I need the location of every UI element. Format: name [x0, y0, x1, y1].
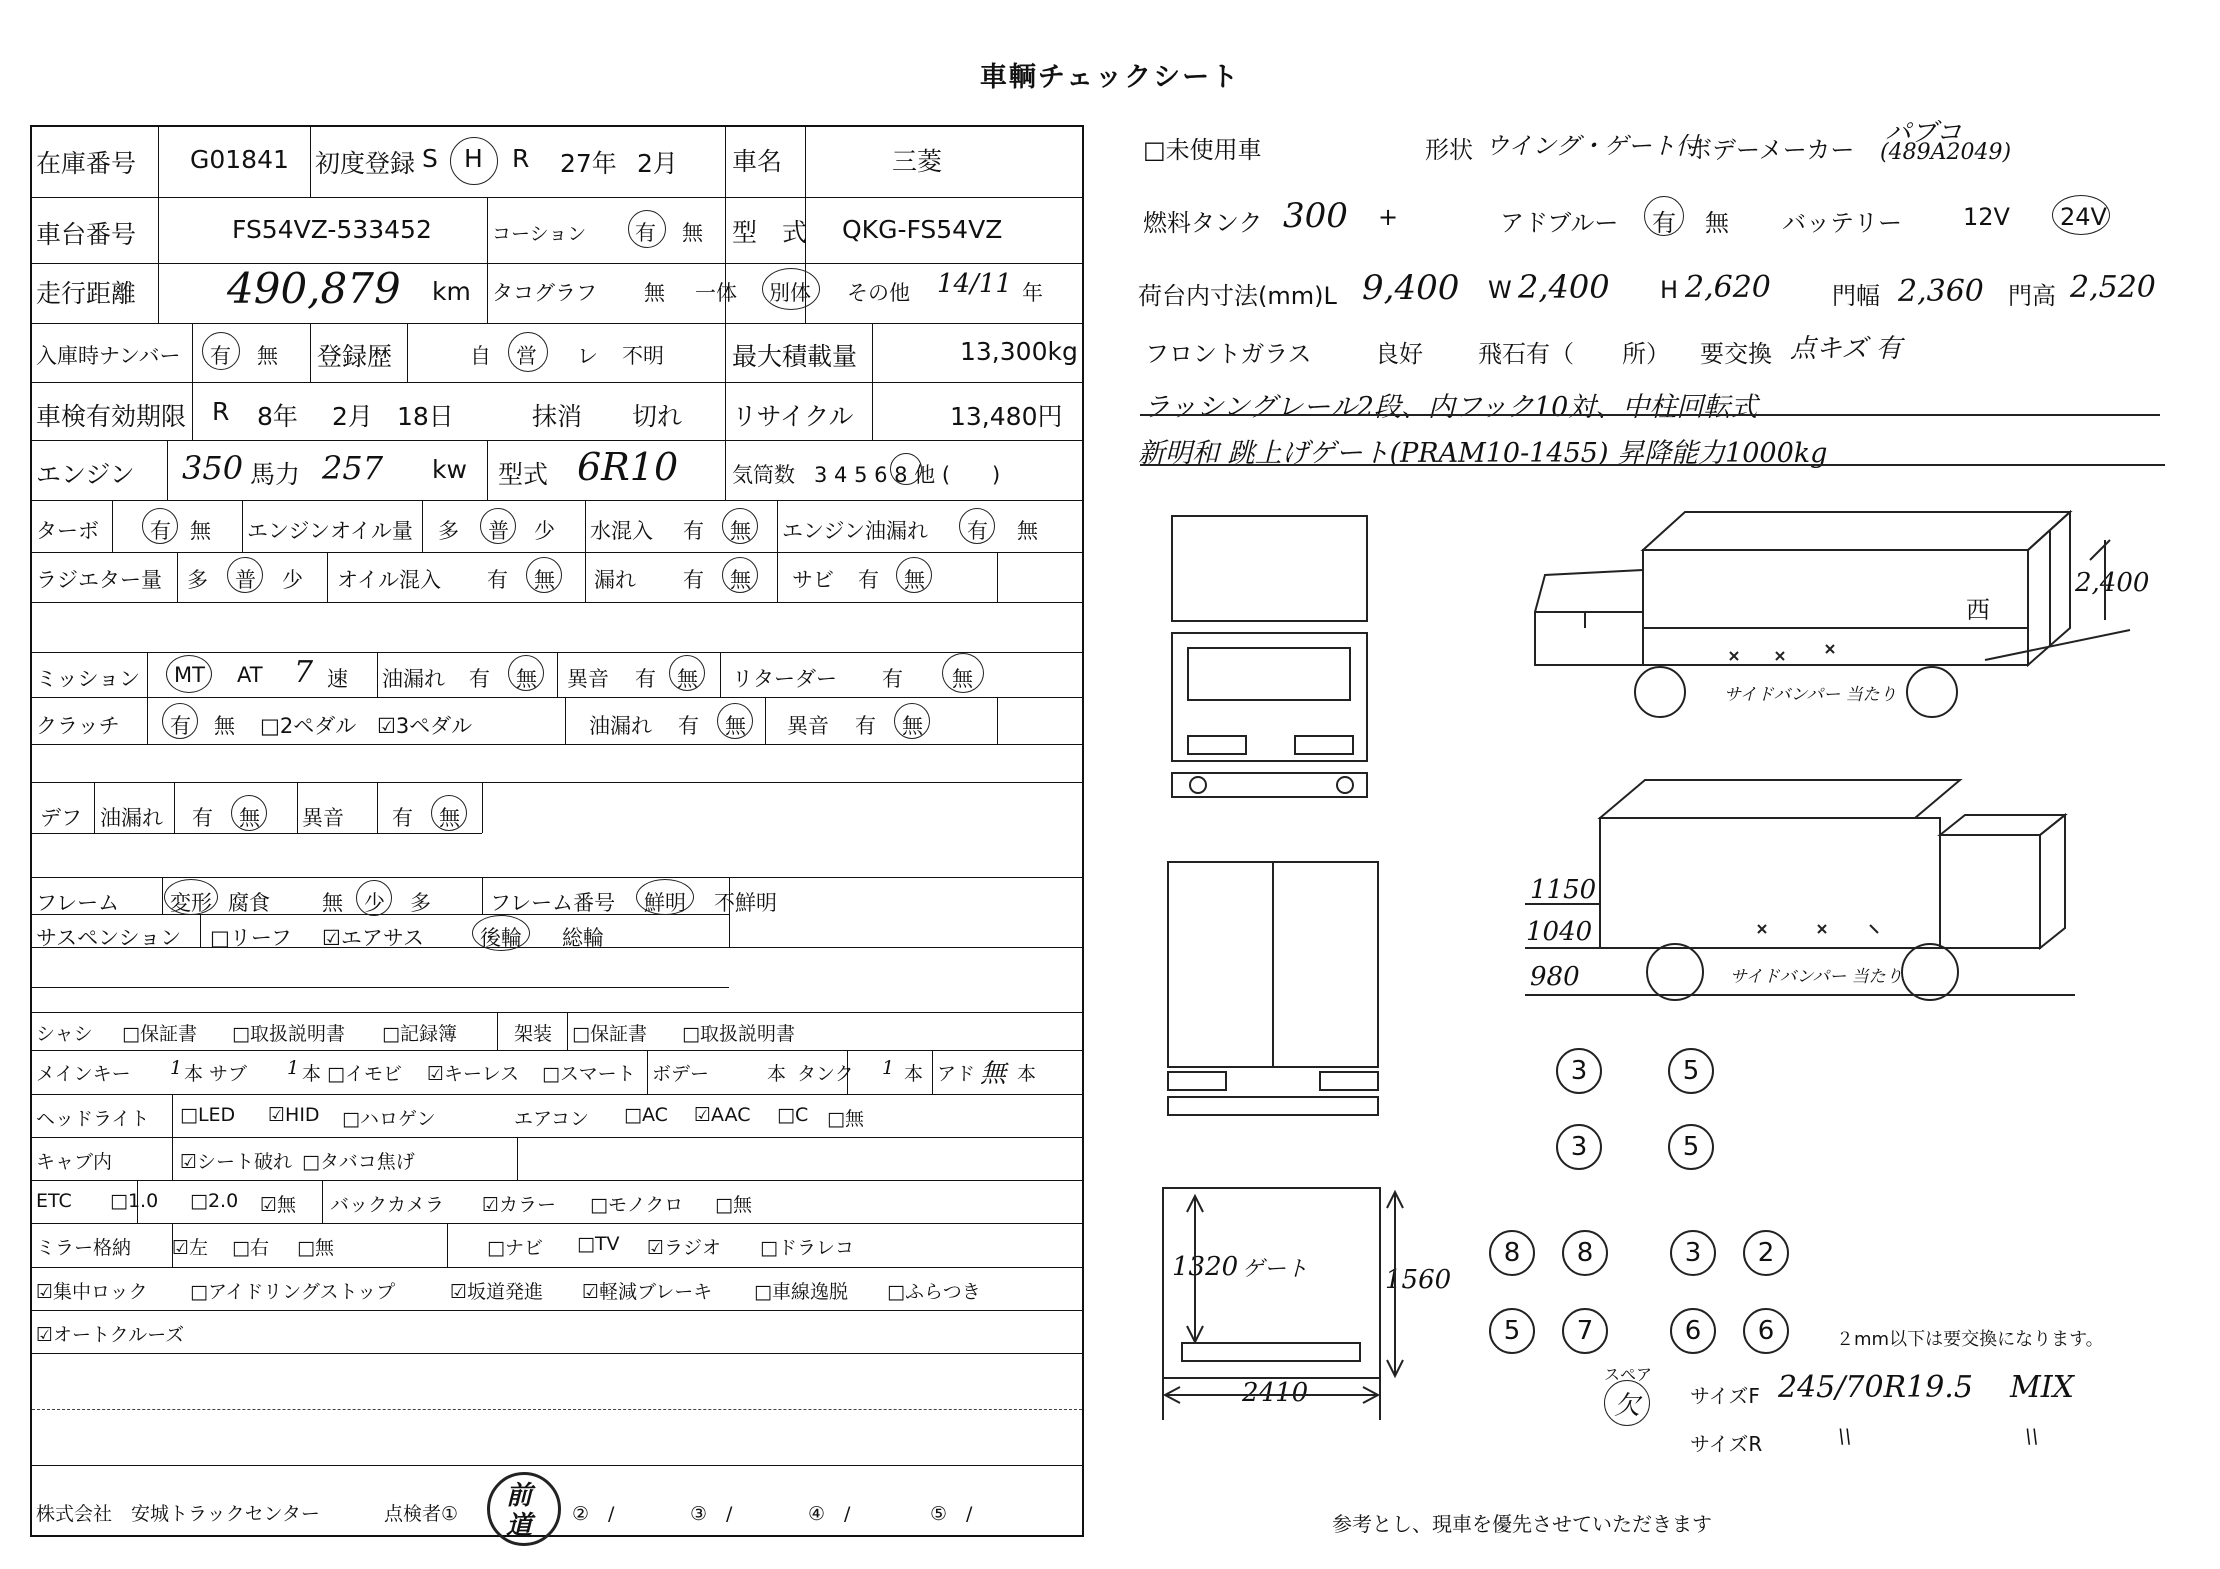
- chassis-number-value: FS54VZ-533452: [232, 215, 432, 244]
- caution-no: 無: [682, 221, 703, 245]
- seat-tear-checkbox: ☑シート破れ: [180, 1151, 293, 1173]
- navi-checkbox: □ナビ: [487, 1237, 543, 1259]
- spare-value: 欠: [1614, 1391, 1641, 1421]
- mirror-fold-label: ミラー格納: [36, 1237, 132, 1259]
- horsepower-value: 350: [182, 449, 244, 487]
- expired: 切れ: [632, 402, 683, 431]
- chassis-number-label: 車台番号: [36, 220, 137, 249]
- water-mix-label: 水混入: [590, 519, 653, 543]
- radiator-level-label: ラジエター量: [36, 568, 162, 592]
- replace-needed-label: 要交換: [1700, 340, 1772, 368]
- body-key-unit: 本: [767, 1063, 787, 1085]
- headlight-label: ヘッドライト: [36, 1108, 150, 1130]
- unused-vehicle-checkbox: □未使用車: [1143, 136, 1262, 164]
- radiator-normal-circled: 普: [235, 568, 256, 592]
- immobilizer-checkbox: 本 □イモビ: [302, 1063, 402, 1085]
- battery-24v-circled: 24V: [2060, 203, 2107, 231]
- keyless-checkbox: ☑キーレス: [427, 1063, 520, 1085]
- side-bumper-note-top: サイドバンパー 当たり: [1724, 685, 1897, 705]
- spare-label: スペア: [1604, 1365, 1653, 1384]
- cargo-height: 2,620: [1685, 270, 1771, 305]
- leak-yes: 有: [683, 568, 704, 592]
- tire-depth-axle2-left: 3: [1556, 1124, 1602, 1170]
- tire-size-rear-ditto-2: \\: [2025, 1424, 2039, 1448]
- corrosion-none: 無: [322, 891, 343, 915]
- inspection-era: R: [212, 397, 230, 426]
- rear-view-truck: [1168, 862, 1378, 1115]
- stone-chip-label: 飛石有（ 所）: [1478, 340, 1670, 368]
- tire-size-front: 245/70R19.5: [1778, 1370, 1973, 1405]
- height-980: 980: [1530, 962, 1580, 992]
- side-view-height-2400: 2,400: [2075, 568, 2150, 598]
- diff-noise-no-circled: 無: [439, 806, 460, 830]
- turbo-label: ターボ: [36, 519, 99, 543]
- gate-label: ゲート: [1242, 1257, 1309, 1282]
- chassis-warranty-checkbox: □保証書: [122, 1023, 197, 1045]
- side-view-truck-left: [1535, 512, 2130, 717]
- diff-oil-leak-label: 油漏れ: [100, 806, 163, 830]
- diff-label: デフ: [40, 806, 82, 830]
- tire-size-rear-ditto-1: \\: [1838, 1424, 1852, 1448]
- body-maker-number: (489A2049): [1880, 140, 2012, 165]
- deregistered: 抹消: [532, 402, 583, 431]
- company-name: 株式会社 安城トラックセンター: [36, 1503, 320, 1525]
- clutch-yes-circled: 有: [170, 714, 191, 738]
- stamp-bottom-char: 道: [506, 1511, 533, 1541]
- c-checkbox: □C: [777, 1104, 809, 1126]
- tachograph-none: 無: [644, 281, 665, 305]
- three-pedal-checkbox: ☑3ペダル: [377, 714, 473, 738]
- rust-no-circled: 無: [904, 568, 925, 592]
- car-name-label: 車名: [732, 147, 783, 176]
- tire-size-front-mix: MIX: [2010, 1370, 2074, 1405]
- mission-noise-yes: 有: [635, 667, 656, 691]
- frame-number-unclear: 不鮮明: [714, 891, 777, 915]
- inspection-year: 8年: [257, 402, 298, 431]
- tachograph-date: 14/11: [937, 269, 1012, 299]
- kw-unit: kw: [432, 455, 467, 484]
- gate-height-1320: 1320: [1172, 1252, 1239, 1282]
- adblue-key-label: アド: [937, 1063, 976, 1085]
- aircon-label: エアコン: [514, 1108, 590, 1130]
- clutch-leak-yes: 有: [678, 714, 699, 738]
- diff-noise-yes: 有: [392, 806, 413, 830]
- mission-oil-leak-label: 油漏れ: [382, 667, 445, 691]
- mirror-left-checkbox: ☑左: [172, 1237, 209, 1259]
- cargo-width-label: W: [1488, 276, 1512, 304]
- tire-depth-axle2-right: 5: [1668, 1124, 1714, 1170]
- inspection-expiry-label: 車検有効期限: [36, 402, 187, 431]
- adblue-no: 無: [1705, 209, 1729, 237]
- etc-none-checkbox: ☑無: [260, 1194, 297, 1216]
- fuel-tank-value: 300: [1283, 196, 1348, 236]
- tire-depth-rear2-inner-left: 7: [1562, 1308, 1608, 1354]
- inspector-5: ⑤ /: [930, 1503, 973, 1525]
- oil-leak-yes-circled: 有: [967, 519, 988, 543]
- main-key-label: メインキー: [36, 1063, 131, 1085]
- tachograph-integrated: 一体: [695, 281, 737, 305]
- mission-noise-no-circled: 無: [677, 667, 698, 691]
- leak-label: 漏れ: [594, 568, 636, 592]
- mission-leak-no-circled: 無: [516, 667, 537, 691]
- battery-label: バッテリー: [1782, 209, 1902, 237]
- recycle-fee: 13,480円: [950, 402, 1063, 431]
- turbo-no: 無: [190, 519, 211, 543]
- record-book-checkbox: □記録簿: [382, 1023, 457, 1045]
- tire-depth-rear2-outer-left: 5: [1489, 1308, 1535, 1354]
- handwritten-note-1: ラッシングレール2段、内フック10対、中柱回転式: [1143, 392, 1758, 423]
- tank-key-label: タンク: [797, 1063, 854, 1085]
- oil-normal-circled: 普: [488, 519, 509, 543]
- turbo-yes-circled: 有: [150, 519, 171, 543]
- plate-label: 入庫時ナンバー: [36, 344, 181, 368]
- tire-depth-rear1-outer-left: 8: [1489, 1230, 1535, 1276]
- history-commercial-circled: 営: [516, 344, 537, 368]
- retarder-no-circled: 無: [952, 667, 973, 691]
- body-manual-checkbox: □取扱説明書: [682, 1023, 795, 1045]
- tire-depth-rear1-outer-right: 2: [1743, 1230, 1789, 1276]
- transmission-label: ミッション: [36, 667, 141, 691]
- adblue-key-unit: 本: [1017, 1063, 1037, 1085]
- tire-size-front-label: サイズF: [1690, 1384, 1760, 1408]
- disclaimer: 参考とし、現車を優先させていただきます: [1332, 1512, 1712, 1536]
- leaf-checkbox: □リーフ: [210, 926, 292, 950]
- oil-leak-no: 無: [1017, 519, 1038, 543]
- tachograph-other: その他: [847, 281, 910, 305]
- back-camera-label: バックカメラ: [330, 1194, 445, 1216]
- frame-number-label: フレーム番号: [490, 891, 616, 915]
- retarder-yes: 有: [882, 667, 903, 691]
- inspection-day: 18日: [397, 402, 454, 431]
- max-load-label: 最大積載量: [732, 342, 858, 371]
- body-maker-value: パブコ: [1885, 118, 1962, 148]
- retarder-label: リターダー: [732, 667, 837, 691]
- windshield-label: フロントガラス: [1145, 340, 1312, 368]
- diff-leak-no-circled: 無: [239, 806, 260, 830]
- stock-number-value: G01841: [190, 145, 289, 174]
- mileage-label: 走行距離: [36, 279, 137, 308]
- tank-key-count: 1: [882, 1057, 895, 1079]
- water-yes: 有: [683, 519, 704, 543]
- gear-unit: 速: [327, 667, 348, 691]
- cargo-height-label: H: [1660, 276, 1679, 304]
- tire-replacement-note: ２mm以下は要交換になります。: [1836, 1329, 2104, 1350]
- clutch-oil-leak-label: 油漏れ: [589, 714, 652, 738]
- body-docs-label: 架装: [514, 1023, 553, 1045]
- height-1040: 1040: [1526, 917, 1593, 947]
- mono-camera-checkbox: □モノクロ: [590, 1194, 684, 1216]
- oil-little: 少: [534, 519, 555, 543]
- brake-assist-checkbox: ☑軽減ブレーキ: [582, 1281, 713, 1303]
- cigarette-burn-checkbox: □タバコ焦げ: [302, 1151, 415, 1173]
- cab-interior-label: キャブ内: [36, 1151, 113, 1173]
- aircon-none-checkbox: □無: [827, 1108, 864, 1130]
- tire-size-rear-label: サイズR: [1690, 1432, 1763, 1456]
- tv-checkbox: □TV: [577, 1233, 620, 1255]
- color-camera-checkbox: ☑カラー: [482, 1194, 557, 1216]
- mission-noise-label: 異音: [567, 667, 609, 691]
- era-reiwa: R: [512, 144, 530, 173]
- etc-2-checkbox: □2.0: [190, 1190, 239, 1212]
- registration-history-label: 登録歴: [317, 342, 393, 371]
- radiator-much: 多: [187, 568, 208, 592]
- cargo-width: 2,400: [1518, 268, 1610, 306]
- plate-no: 無: [257, 344, 278, 368]
- clutch-no: 無: [214, 714, 235, 738]
- recycle-label: リサイクル: [732, 402, 854, 431]
- mission-leak-yes: 有: [469, 667, 490, 691]
- first-registration-label: 初度登録: [315, 149, 416, 178]
- mirror-right-checkbox: □右: [232, 1237, 269, 1259]
- gate-width-2410: 2410: [1242, 1378, 1309, 1408]
- inspector-4: ④ /: [808, 1503, 851, 1525]
- cruise-control-checkbox: ☑オートクルーズ: [36, 1324, 185, 1346]
- tachograph-year-unit: 年: [1022, 281, 1043, 305]
- all-wheel: 総輪: [562, 926, 604, 950]
- inspection-month: 2月: [332, 402, 373, 431]
- radio-checkbox: ☑ラジオ: [647, 1237, 722, 1259]
- adblue-label: アドブルー: [1500, 209, 1619, 237]
- rust-yes: 有: [858, 568, 879, 592]
- tire-depth-rear1-inner-left: 8: [1562, 1230, 1608, 1276]
- gate-height-1560: 1560: [1385, 1265, 1452, 1295]
- plate-yes-circled: 有: [210, 344, 231, 368]
- clutch-noise-no-circled: 無: [902, 714, 923, 738]
- lane-departure-checkbox: □車線逸脱: [754, 1281, 848, 1303]
- oil-much: 多: [438, 519, 459, 543]
- main-key-count: 1: [170, 1057, 183, 1079]
- registration-year: 27年: [560, 149, 617, 178]
- central-lock-checkbox: ☑集中ロック: [36, 1281, 148, 1303]
- replace-needed-value: 点キズ 有: [1790, 334, 1902, 364]
- cylinders-label: 気筒数: [732, 463, 795, 487]
- model-value: QKG-FS54VZ: [842, 215, 1003, 244]
- fuel-tank-label: 燃料タンク: [1143, 209, 1263, 237]
- era-heisei-circled: H: [464, 144, 483, 173]
- mileage-unit: km: [432, 277, 471, 306]
- gear-count: 7: [294, 655, 314, 690]
- adblue-key-none: 無: [980, 1059, 1007, 1089]
- water-no-circled: 無: [730, 519, 751, 543]
- dashcam-checkbox: □ドラレコ: [760, 1237, 854, 1259]
- idle-stop-checkbox: □アイドリングストップ: [190, 1281, 396, 1303]
- handwritten-note-2: 新明和 跳上げゲート(PRAM10-1455) 昇降能力1000kg: [1138, 438, 1828, 469]
- sub-key-count: 1: [287, 1057, 300, 1079]
- diff-leak-yes: 有: [192, 806, 213, 830]
- tail-gate-diagram: [1163, 1188, 1403, 1420]
- clutch-noise-label: 異音: [787, 714, 829, 738]
- aac-checkbox: ☑AAC: [694, 1104, 751, 1126]
- leak-no-circled: 無: [730, 568, 751, 592]
- oil-mix-yes: 有: [487, 568, 508, 592]
- clutch-leak-no-circled: 無: [725, 714, 746, 738]
- mileage-value: 490,879: [227, 264, 401, 313]
- tank-key-unit: 本: [904, 1063, 924, 1085]
- tachograph-separate-circled: 別体: [769, 281, 811, 305]
- frame-deform-circled: 変形: [170, 891, 212, 915]
- front-view-truck: [1172, 516, 1367, 797]
- radiator-little: 少: [282, 568, 303, 592]
- air-suspension-checkbox: ☑エアサス: [322, 926, 424, 950]
- door-width-label: 門幅: [1832, 282, 1880, 310]
- history-private: 自: [470, 344, 491, 368]
- clutch-label: クラッチ: [36, 714, 120, 738]
- ac-checkbox: □AC: [624, 1104, 668, 1126]
- hill-start-checkbox: ☑坂道発進: [450, 1281, 544, 1303]
- stamp-top-char: 前: [506, 1481, 533, 1511]
- cylinders-options: 3 4 5 6 8 他 ( ): [814, 463, 1001, 487]
- smart-key-checkbox: □スマート: [542, 1063, 636, 1085]
- history-rental: レ: [577, 344, 598, 368]
- engine-type-label: 型式: [498, 460, 549, 489]
- tire-depth-rear2-inner-right: 6: [1670, 1308, 1716, 1354]
- transmission-mt-circled: MT: [174, 663, 205, 687]
- tachograph-label: タコグラフ: [492, 281, 597, 305]
- cargo-length: 9,400: [1362, 268, 1460, 308]
- led-checkbox: □LED: [180, 1104, 236, 1126]
- door-height: 2,520: [2070, 270, 2156, 305]
- tire-depth-front-left: 3: [1556, 1048, 1602, 1094]
- oil-mix-no-circled: 無: [534, 568, 555, 592]
- document-title: 車輌チェックシート: [979, 62, 1241, 93]
- clutch-noise-yes: 有: [855, 714, 876, 738]
- height-1150: 1150: [1530, 875, 1597, 905]
- fuel-tank-plus: +: [1378, 203, 1399, 231]
- body-key-label: ボデー: [652, 1063, 710, 1085]
- camera-none-checkbox: □無: [715, 1194, 752, 1216]
- engine-type-value: 6R10: [577, 445, 679, 489]
- body-warranty-checkbox: □保証書: [572, 1023, 647, 1045]
- frame-corrosion-label: 腐食: [228, 891, 270, 915]
- west-direction-mark: 西: [1966, 596, 1990, 624]
- side-bumper-note-bottom: サイドバンパー 当たり: [1730, 967, 1903, 987]
- two-pedal-checkbox: □2ペダル: [260, 714, 357, 738]
- frame-number-clear-circled: 鮮明: [644, 891, 686, 915]
- adblue-yes-circled: 有: [1652, 209, 1676, 237]
- tire-depth-front-right: 5: [1668, 1048, 1714, 1094]
- hid-checkbox: ☑HID: [268, 1104, 320, 1126]
- rear-wheel-circled: 後輪: [480, 926, 522, 950]
- etc-1-checkbox: □1.0: [110, 1190, 159, 1212]
- inspector-3: ③ /: [690, 1503, 733, 1525]
- rust-label: サビ: [792, 568, 834, 592]
- chassis-docs-label: シャシ: [36, 1023, 93, 1045]
- body-shape-value: ウイング・ゲート付: [1485, 132, 1700, 160]
- stock-number-label: 在庫番号: [36, 149, 137, 178]
- cargo-dimensions-label: 荷台内寸法(mm)L: [1138, 282, 1337, 310]
- suspension-label: サスペンション: [36, 926, 182, 950]
- kw-value: 257: [322, 449, 384, 487]
- door-width: 2,360: [1898, 274, 1984, 309]
- era-showa: S: [422, 144, 438, 173]
- sub-key-label: 本 サブ: [184, 1063, 248, 1085]
- inspector-2: ② /: [572, 1503, 615, 1525]
- car-name-value: 三菱: [892, 147, 943, 176]
- model-label: 型 式: [732, 218, 808, 247]
- windshield-good: 良好: [1375, 340, 1423, 368]
- frame-label: フレーム: [36, 891, 120, 915]
- halogen-checkbox: □ハロゲン: [342, 1108, 436, 1130]
- engine-oil-leak-label: エンジン油漏れ: [782, 519, 928, 543]
- diff-noise-label: 異音: [302, 806, 344, 830]
- max-load-value: 13,300kg: [960, 337, 1078, 366]
- tire-depth-rear1-inner-right: 3: [1670, 1230, 1716, 1276]
- registration-month: 2月: [637, 149, 678, 178]
- door-height-label: 門高: [2008, 282, 2056, 310]
- body-maker-label: ボデーメーカー: [1688, 136, 1855, 164]
- mirror-none-checkbox: □無: [297, 1237, 334, 1259]
- horsepower-unit: 馬力: [250, 460, 301, 489]
- oil-mix-label: オイル混入: [337, 568, 441, 592]
- body-shape-label: 形状: [1425, 136, 1473, 164]
- corrosion-little-circled: 少: [364, 891, 385, 915]
- engine-label: エンジン: [36, 460, 135, 489]
- transmission-at: AT: [237, 663, 263, 687]
- etc-label: ETC: [36, 1190, 72, 1212]
- inspector-label: 点検者①: [384, 1503, 459, 1525]
- chassis-manual-checkbox: □取扱説明書: [232, 1023, 345, 1045]
- battery-12v: 12V: [1963, 203, 2010, 231]
- corrosion-much: 多: [410, 891, 431, 915]
- wobble-alert-checkbox: □ふらつき: [887, 1281, 981, 1303]
- caution-yes-circled: 有: [635, 221, 656, 245]
- engine-oil-level-label: エンジンオイル量: [247, 519, 413, 543]
- side-view-truck-right: [1525, 780, 2075, 1000]
- caution-label-label: コーション: [492, 223, 587, 245]
- tire-depth-rear2-outer-right: 6: [1743, 1308, 1789, 1354]
- history-unknown: 不明: [622, 344, 664, 368]
